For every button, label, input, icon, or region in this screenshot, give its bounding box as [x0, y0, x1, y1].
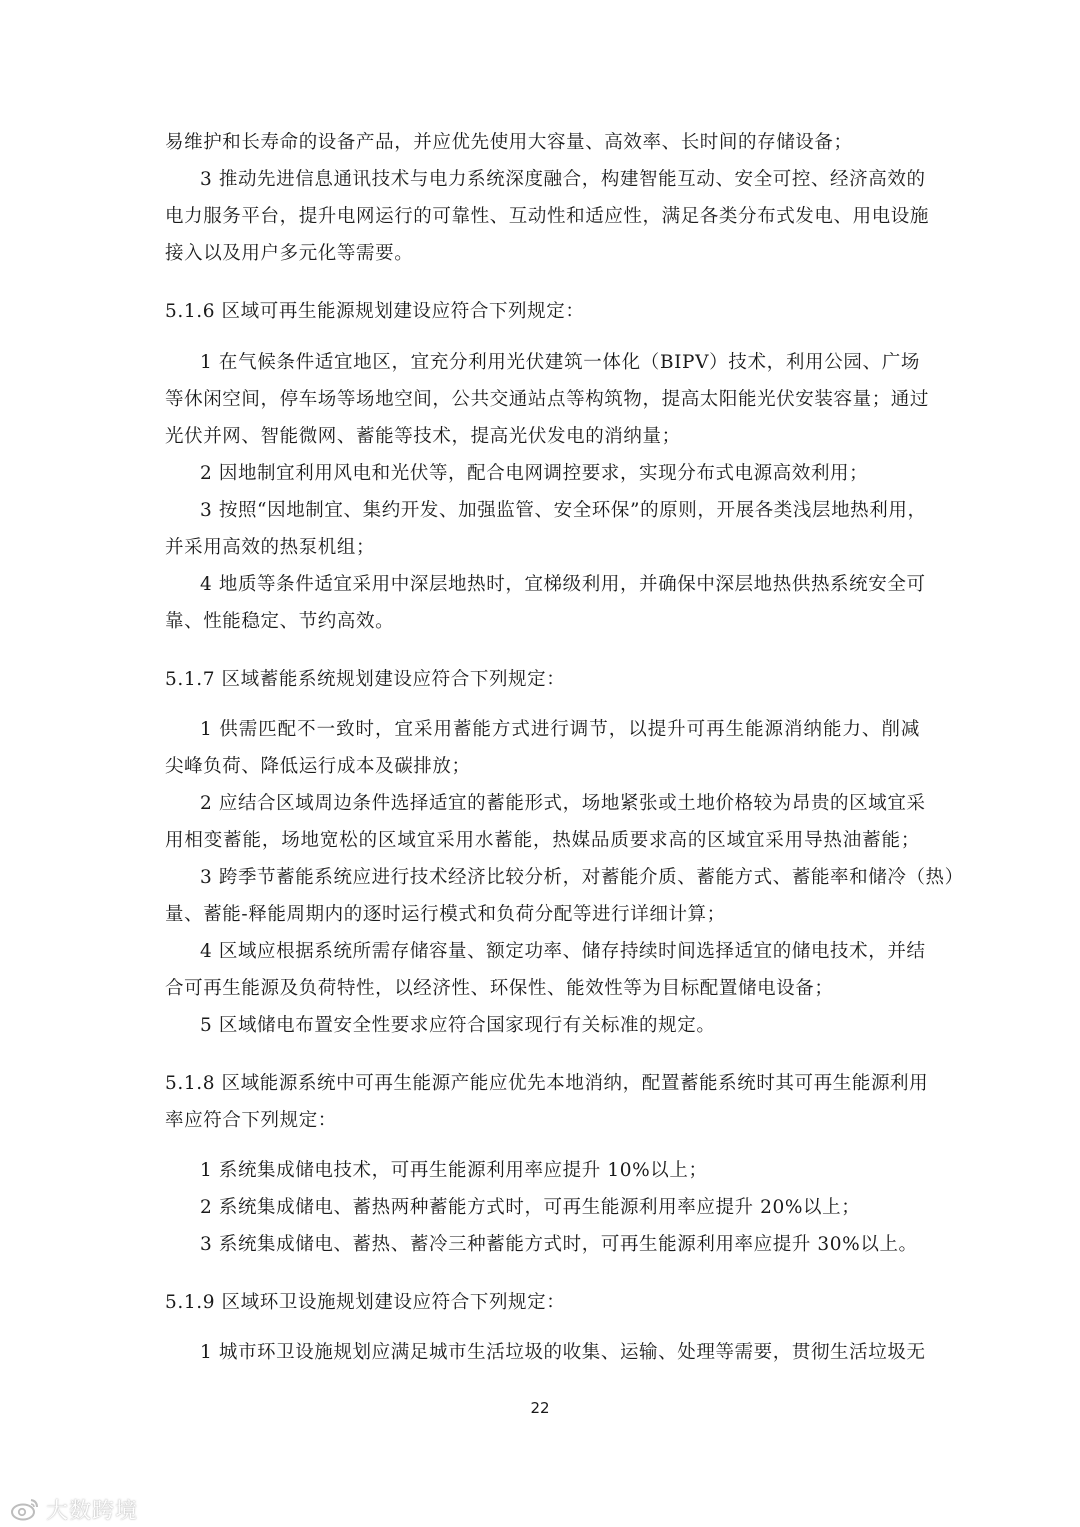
text-line: 2 系统集成储电、蓄热两种蓄能方式时，可再生能源利用率应提升 20%以上； — [200, 1197, 861, 1218]
text-line: 3 跨季节蓄能系统应进行技术经济比较分析，对蓄能介质、蓄能方式、蓄能率和储冷（热） — [200, 867, 964, 888]
text-line: 尖峰负荷、降低运行成本及碳排放； — [165, 756, 471, 777]
text-line: 5.1.8 区域能源系统中可再生能源产能应优先本地消纳，配置蓄能系统时其可再生能源利用 — [165, 1073, 929, 1094]
text-line: 率应符合下列规定： — [165, 1110, 337, 1131]
text-line: 电力服务平台，提升电网运行的可靠性、互动性和适应性，满足各类分布式发电、用电设施 — [165, 206, 930, 227]
text-line: 3 按照“因地制宜、集约开发、加强监管、安全环保”的原则，开展各类浅层地热利用， — [200, 500, 927, 521]
text-line: 量、蓄能-释能周期内的逐时运行模式和负荷分配等进行详细计算； — [165, 904, 726, 925]
text-line: 光伏并网、智能微网、蓄能等技术，提高光伏发电的消纳量； — [165, 426, 681, 447]
text-line: 5.1.6 区域可再生能源规划建设应符合下列规定： — [165, 301, 585, 322]
text-line: 5.1.9 区域环卫设施规划建设应符合下列规定： — [165, 1292, 566, 1313]
page-number: 22 — [530, 1399, 550, 1417]
text-line: 5.1.7 区域蓄能系统规划建设应符合下列规定： — [165, 669, 566, 690]
text-line: 3 系统集成储电、蓄热、蓄冷三种蓄能方式时，可再生能源利用率应提升 30%以上。 — [200, 1234, 918, 1255]
text-line: 等休闲空间，停车场等场地空间，公共交通站点等构筑物，提高太阳能光伏安装容量；通过 — [165, 389, 930, 410]
weibo-logo-icon — [10, 1497, 40, 1521]
text-line: 1 系统集成储电技术，可再生能源利用率应提升 10%以上； — [200, 1160, 708, 1181]
text-line: 2 应结合区域周边条件选择适宜的蓄能形式，场地紧张或土地价格较为昂贵的区域宜采 — [200, 793, 926, 814]
text-line: 1 供需匹配不一致时，宜采用蓄能方式进行调节，以提升可再生能源消纳能力、削减 — [200, 719, 920, 740]
text-line: 用相变蓄能，场地宽松的区域宜采用水蓄能，热媒品质要求高的区域宜采用导热油蓄能； — [165, 830, 920, 851]
text-line: 2 因地制宜利用风电和光伏等，配合电网调控要求，实现分布式电源高效利用； — [200, 463, 869, 484]
text-line: 1 城市环卫设施规划应满足城市生活垃圾的收集、运输、处理等需要，贯彻生活垃圾无 — [200, 1342, 926, 1363]
watermark-text: 大数跨境 — [46, 1498, 139, 1524]
text-line: 1 在气候条件适宜地区，宜充分利用光伏建筑一体化（BIPV）技术，利用公园、广场 — [200, 352, 920, 373]
text-line: 合可再生能源及负荷特性，以经济性、环保性、能效性等为目标配置储电设备； — [165, 978, 834, 999]
text-line: 靠、性能稳定、节约高效。 — [165, 611, 395, 632]
text-line: 4 地质等条件适宜采用中深层地热时，宜梯级利用，并确保中深层地热供热系统安全可 — [200, 574, 926, 595]
text-line: 接入以及用户多元化等需要。 — [165, 243, 414, 264]
text-line: 5 区域储电布置安全性要求应符合国家现行有关标准的规定。 — [200, 1015, 716, 1036]
text-line: 3 推动先进信息通讯技术与电力系统深度融合，构建智能互动、安全可控、经济高效的 — [200, 169, 926, 190]
text-line: 并采用高效的热泵机组； — [165, 537, 376, 558]
watermark — [10, 1491, 138, 1527]
text-line: 4 区域应根据系统所需存储容量、额定功率、储存持续时间选择适宜的储电技术，并结 — [200, 941, 926, 962]
text-line: 易维护和长寿命的设备产品，并应优先使用大容量、高效率、长时间的存储设备； — [165, 132, 853, 153]
